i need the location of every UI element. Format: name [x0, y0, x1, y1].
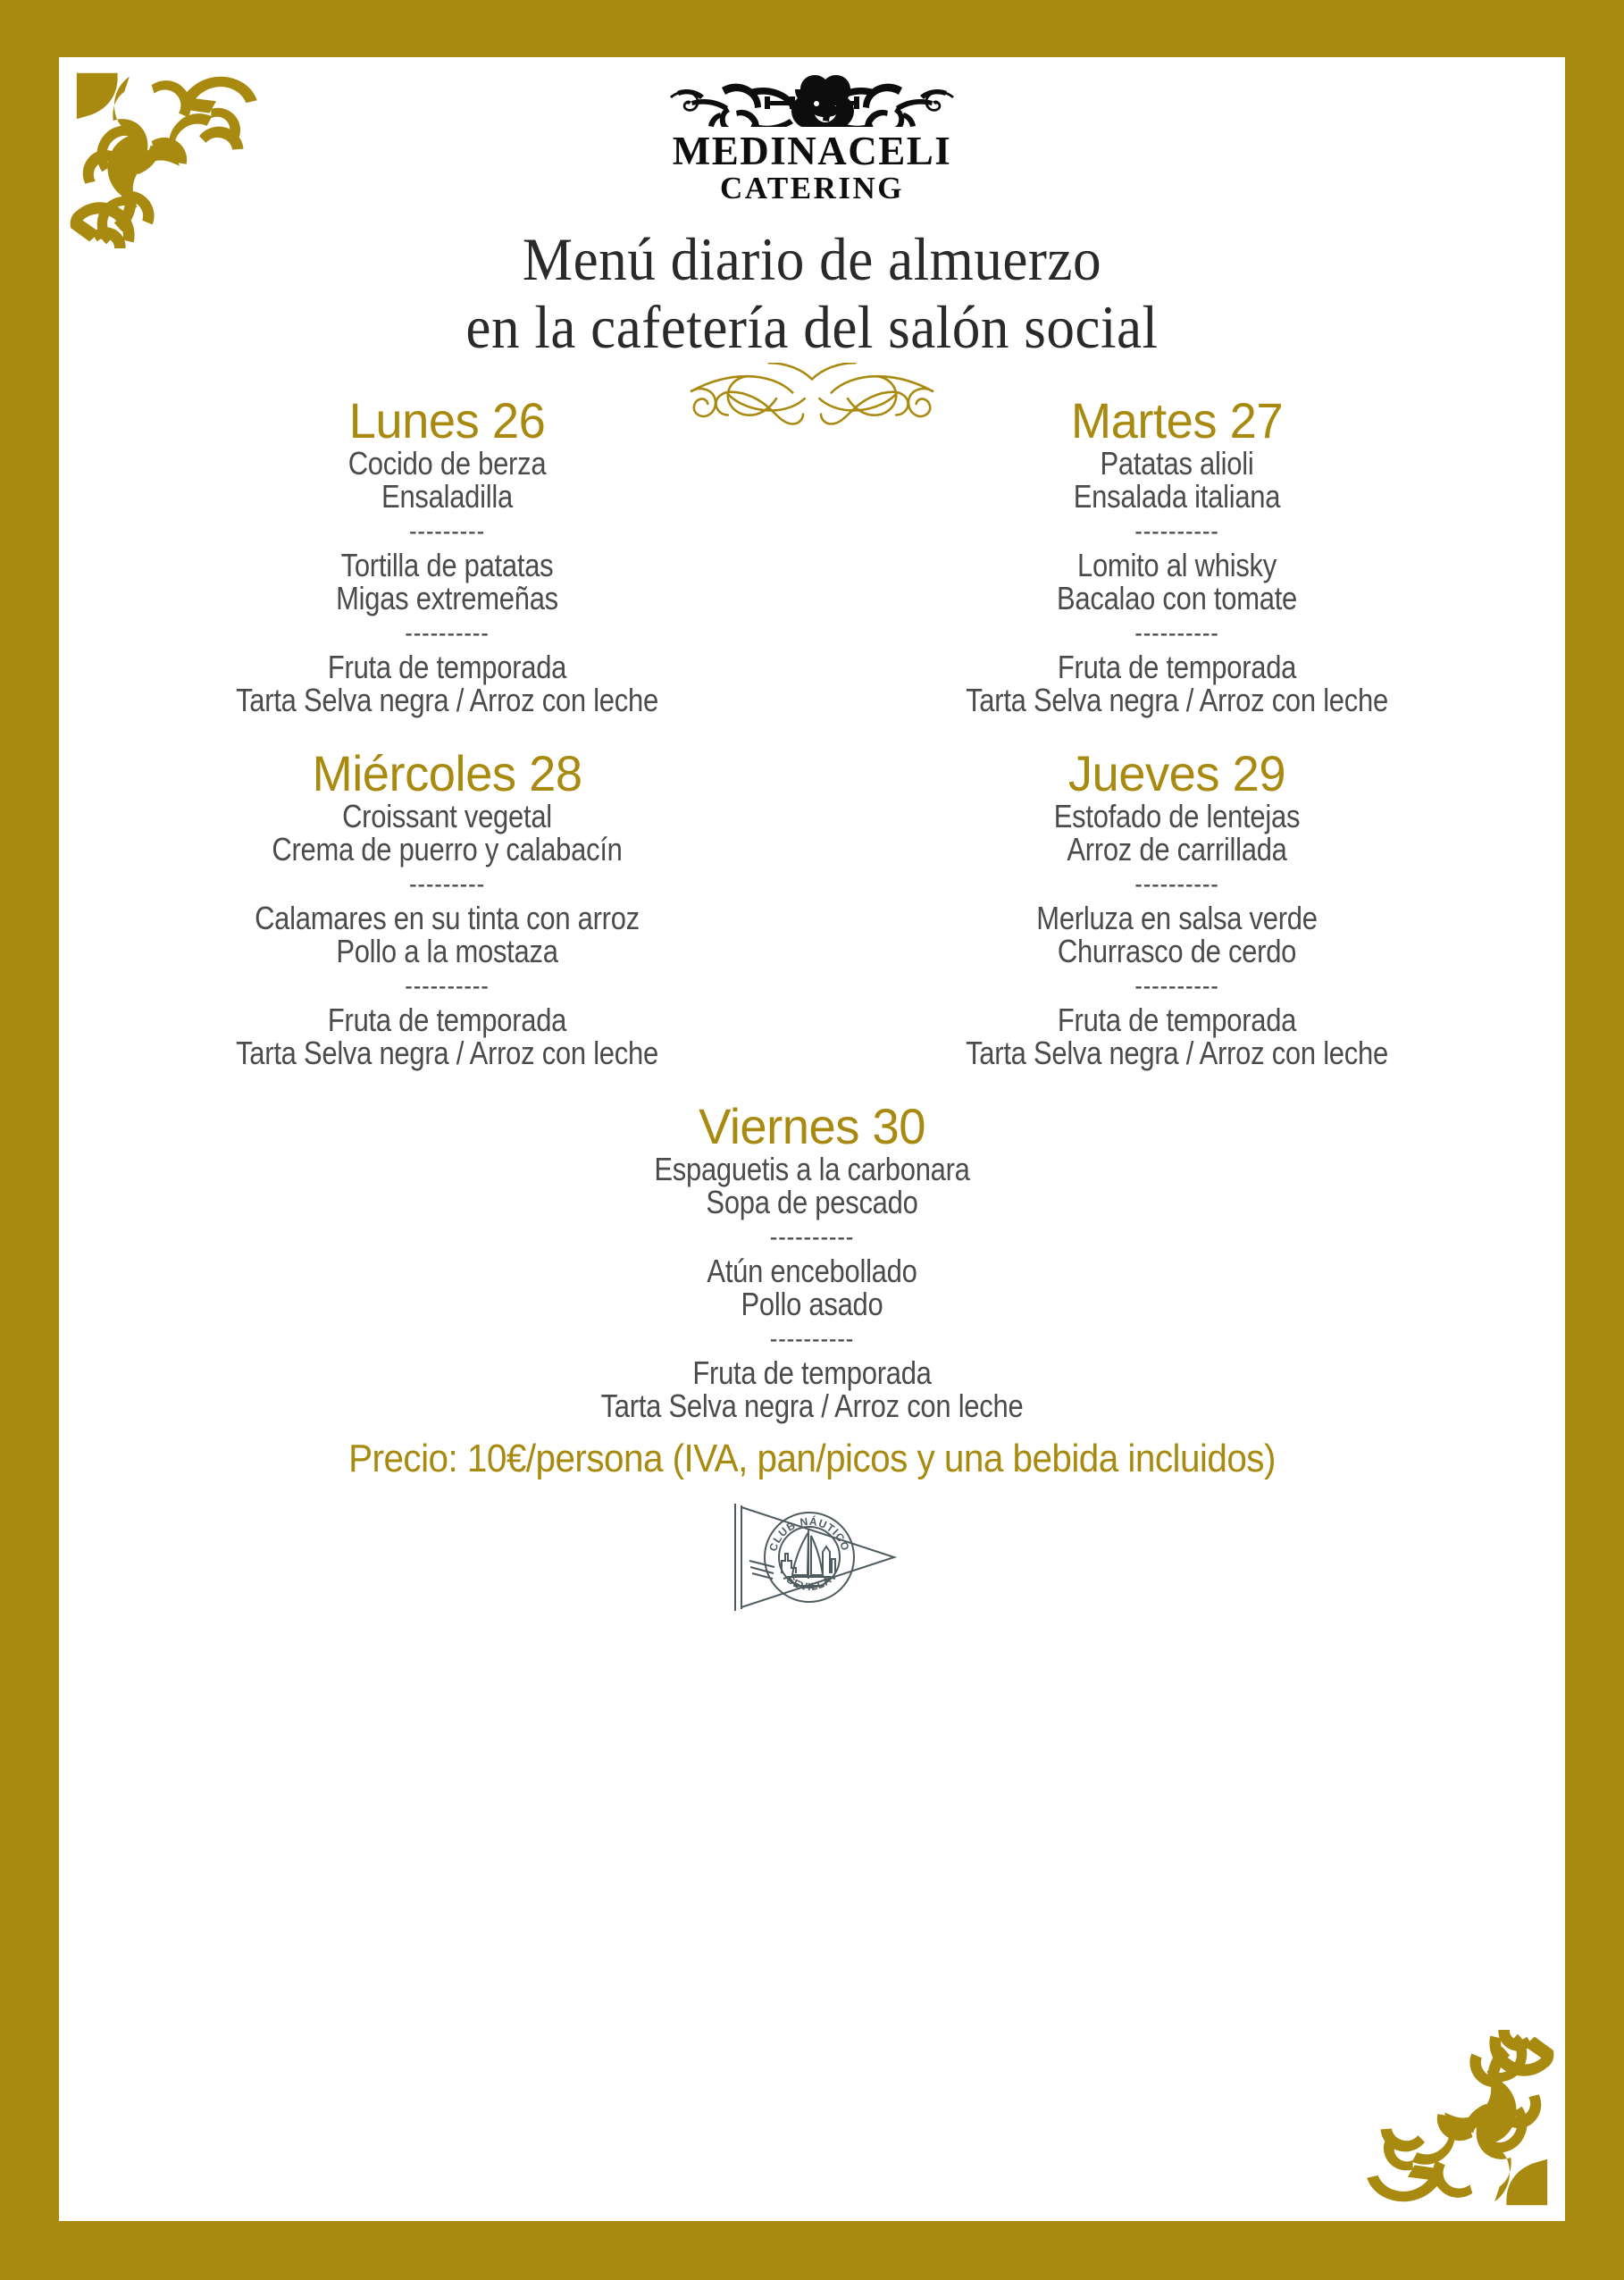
course-separator: ---------- [769, 1323, 855, 1354]
dish: Lomito al whisky [1076, 547, 1277, 584]
dish: Fruta de temporada [327, 1002, 567, 1039]
dish: Patatas alioli [1100, 445, 1254, 482]
course-separator: ---------- [769, 1221, 855, 1252]
dish: Cocido de berza [347, 445, 547, 482]
course-first [82, 1153, 1542, 1219]
club-bottom-text: SEVILLA [783, 1572, 835, 1594]
course-first [812, 445, 1542, 516]
course-dessert [82, 651, 812, 717]
course-second [82, 902, 812, 968]
day-column-viernes [82, 1094, 1542, 1423]
course-second [812, 902, 1542, 968]
dish: Calamares en su tinta con arroz [255, 900, 640, 937]
course-separator: ---------- [1134, 516, 1219, 546]
club-top-text: CLUB NÁUTICO [766, 1514, 852, 1554]
dish: Ensaladilla [381, 478, 513, 516]
dish: Pollo asado [741, 1285, 883, 1322]
dish: Atún encebollado [707, 1253, 917, 1290]
page-title [59, 225, 1565, 361]
dish: Estofado de lentejas [1053, 798, 1301, 835]
day-column-miercoles [82, 741, 812, 1070]
course-separator: --------- [408, 516, 486, 546]
dish: Merluza en salsa verde [1036, 900, 1318, 937]
dish: Arroz de carrillada [1067, 831, 1287, 868]
course-separator: ---------- [405, 970, 490, 1001]
course-dessert [82, 1354, 1542, 1424]
course-separator: --------- [408, 868, 486, 899]
course-separator: ---------- [1134, 617, 1219, 648]
dish: Bacalao con tomate [1056, 580, 1298, 617]
day-heading-lunes: Lunes 26 [348, 391, 546, 448]
day-column-jueves [812, 741, 1542, 1070]
dish: Fruta de temporada [1057, 1002, 1297, 1039]
course-dessert [812, 651, 1542, 717]
day-column-lunes [82, 388, 812, 717]
dish: Fruta de temporada [1057, 649, 1297, 686]
course-dessert [82, 1004, 812, 1069]
course-dessert [812, 1004, 1542, 1069]
brand-name: MEDINACELI [672, 129, 952, 173]
dish: Tarta Selva negra / Arroz con leche [236, 1034, 658, 1071]
dish: Fruta de temporada [692, 1354, 932, 1392]
club-nautico-sevilla-burgee-icon [723, 1496, 901, 1622]
dish: Tarta Selva negra / Arroz con leche [966, 682, 1388, 719]
gold-flourish-corner-icon [1367, 2030, 1554, 2209]
menu-grid [59, 388, 1565, 1480]
menu-row-3 [82, 1094, 1542, 1423]
dish: Tarta Selva negra / Arroz con leche [600, 1387, 1024, 1424]
price-note: Precio: 10€/persona (IVA, pan/picos y una bebida incluidos) [348, 1436, 1276, 1480]
dish: Crema de puerro y calabacín [272, 831, 623, 868]
day-heading-martes: Martes 27 [1070, 391, 1284, 448]
dish: Churrasco de cerdo [1057, 933, 1297, 970]
dish: Tarta Selva negra / Arroz con leche [966, 1034, 1388, 1071]
course-separator: ---------- [1134, 868, 1219, 899]
day-heading-miercoles: Miércoles 28 [312, 744, 582, 801]
medinaceli-crest-icon [665, 71, 959, 127]
day-heading-jueves: Jueves 29 [1067, 744, 1286, 801]
course-first [812, 798, 1542, 868]
page-title-line-1: Menú diario de almuerzo [522, 224, 1102, 293]
page-title-line-2: en la cafetería del salón social [465, 292, 1159, 361]
menu-row-2 [82, 741, 1542, 1070]
dish: Espaguetis a la carbonara [654, 1151, 970, 1188]
poster-header [59, 57, 1565, 205]
dish: Sopa de pescado [706, 1183, 918, 1220]
dish: Migas extremeñas [336, 580, 558, 617]
course-first [82, 798, 812, 868]
dish: Tortilla de patatas [340, 547, 554, 584]
dish: Ensalada italiana [1073, 478, 1281, 516]
menu-row-1 [82, 388, 1542, 717]
course-separator: ---------- [1134, 970, 1219, 1001]
course-first [82, 445, 812, 516]
dish: Croissant vegetal [342, 798, 552, 835]
course-second [812, 549, 1542, 615]
course-separator: ---------- [405, 617, 490, 648]
course-second [82, 1255, 1542, 1320]
brand-subtitle: CATERING [719, 170, 905, 205]
dish: Tarta Selva negra / Arroz con leche [236, 682, 658, 719]
dish: Fruta de temporada [327, 649, 567, 686]
dish: Pollo a la mostaza [336, 933, 558, 970]
course-second [82, 549, 812, 615]
day-heading-viernes: Viernes 30 [699, 1097, 925, 1154]
poster-page [59, 57, 1565, 2221]
day-column-martes [812, 388, 1542, 717]
